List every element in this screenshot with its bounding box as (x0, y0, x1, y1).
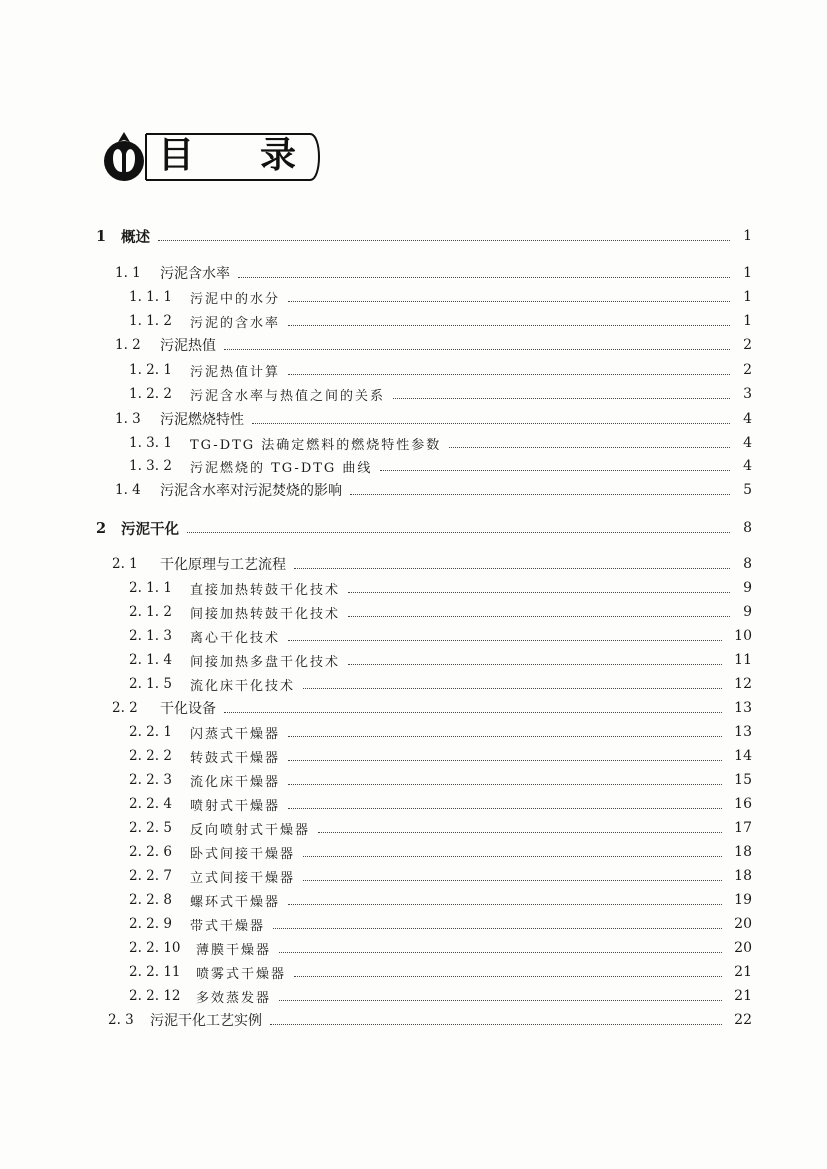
toc-leader-dots (273, 926, 722, 929)
toc-entry-number: 1. 1. 2 (129, 313, 172, 329)
toc-entry-title: TG-DTG 法确定燃料的燃烧特性参数 (190, 437, 442, 453)
toc-leader-dots (303, 854, 722, 857)
toc-entry-number: 2. 2. 7 (129, 868, 172, 884)
toc-entry-page-number: 14 (734, 748, 752, 764)
toc-entry[interactable] (0, 817, 827, 839)
toc-entry-number: 2. 1 (112, 556, 138, 572)
toc-entry-number: 2. 2. 4 (129, 796, 172, 812)
toc-leader-dots (303, 878, 722, 881)
toc-entry[interactable] (0, 745, 827, 767)
toc-entry-title: 带式干燥器 (190, 918, 266, 934)
toc-leader-dots (303, 686, 722, 689)
toc-entry-number: 1. 2. 1 (129, 362, 172, 378)
toc-entry-title: 间接加热多盘干化技术 (190, 654, 341, 670)
toc-entry[interactable] (0, 334, 827, 356)
toc-entry-number: 2. 3 (108, 1012, 134, 1028)
toc-entry-page-number: 1 (743, 313, 752, 329)
toc-entry-number: 1. 3. 2 (129, 458, 172, 474)
toc-entry[interactable] (0, 455, 827, 477)
toc-leader-dots (449, 445, 730, 448)
toc-entry-number: 1. 2 (115, 337, 141, 353)
toc-entry-page-number: 16 (734, 796, 752, 812)
toc-entry-number: 2. 2. 1 (129, 724, 172, 740)
toc-entry-page-number: 19 (734, 892, 752, 908)
toc-leader-dots (279, 998, 722, 1001)
toc-leader-dots (294, 566, 730, 569)
toc-entry-title: 污泥热值计算 (190, 364, 281, 380)
toc-entry-number: 1. 4 (115, 482, 141, 498)
toc-leader-dots (187, 530, 730, 533)
toc-entry-page-number: 11 (734, 652, 752, 668)
toc-leader-dots (279, 950, 722, 953)
toc-title-char-2: 录 (260, 135, 297, 176)
toc-leader-dots (238, 275, 730, 278)
toc-entry-title: 反向喷射式干燥器 (190, 822, 311, 838)
toc-entry[interactable] (0, 577, 827, 599)
toc-entry[interactable] (0, 793, 827, 815)
toc-entry-number: 2. 2. 5 (129, 820, 172, 836)
toc-entry-page-number: 22 (734, 1012, 752, 1028)
toc-entry-number: 2. 2. 6 (129, 844, 172, 860)
toc-entry-number: 2. 2. 11 (129, 964, 181, 980)
toc-entry-page-number: 2 (743, 362, 752, 378)
toc-entry-number: 2. 2. 8 (129, 892, 172, 908)
toc-leader-dots (288, 372, 730, 375)
toc-entry[interactable] (0, 432, 827, 454)
toc-entry[interactable] (0, 310, 827, 332)
toc-entry-page-number: 4 (743, 435, 752, 451)
toc-entry-page-number: 18 (734, 868, 752, 884)
toc-entry-number: 1. 1 (115, 265, 141, 281)
toc-entry-number: 1. 2. 2 (129, 386, 172, 402)
toc-entry[interactable] (0, 601, 827, 623)
toc-leader-dots (294, 974, 722, 977)
toc-entry-title: 流化床干燥器 (190, 774, 281, 790)
toc-entry[interactable] (0, 721, 827, 743)
toc-entry[interactable] (0, 286, 827, 308)
toc-entry-title: 污泥干化 (121, 520, 179, 538)
toc-entry[interactable] (0, 408, 827, 430)
toc-entry-page-number: 13 (734, 724, 752, 740)
toc-leader-dots (224, 710, 722, 713)
toc-entry-page-number: 20 (734, 916, 752, 932)
toc-leader-dots (288, 734, 722, 737)
toc-entry-title: 概述 (121, 228, 150, 246)
toc-leader-dots (288, 782, 722, 785)
toc-leader-dots (224, 347, 730, 350)
toc-entry-page-number: 5 (743, 482, 752, 498)
toc-entry-title: 多效蒸发器 (196, 990, 272, 1006)
toc-entry-number: 2. 2. 12 (129, 988, 181, 1004)
toc-entry-title: 污泥含水率对污泥焚烧的影响 (160, 483, 342, 499)
toc-entry-page-number: 10 (734, 628, 752, 644)
toc-leader-dots (348, 662, 722, 665)
toc-entry[interactable] (0, 937, 827, 959)
toc-entry-title: 污泥含水率与热值之间的关系 (190, 388, 386, 404)
toc-entry-title: 螺环式干燥器 (190, 894, 281, 910)
toc-entry-page-number: 17 (734, 820, 752, 836)
toc-entry-number: 2. 1. 4 (129, 652, 172, 668)
toc-entry-page-number: 18 (734, 844, 752, 860)
toc-entry-page-number: 15 (734, 772, 752, 788)
toc-entry-title: 污泥含水率 (160, 266, 230, 282)
toc-entry-page-number: 20 (734, 940, 752, 956)
toc-entry[interactable] (0, 649, 827, 671)
toc-entry-title: 转鼓式干燥器 (190, 750, 281, 766)
toc-leader-dots (158, 238, 730, 241)
toc-entry-number: 2. 2. 10 (129, 940, 181, 956)
toc-leader-dots (348, 590, 730, 593)
toc-entry-title: 卧式间接干燥器 (190, 846, 296, 862)
toc-entry-title: 间接加热转鼓干化技术 (190, 606, 341, 622)
toc-entry[interactable] (0, 841, 827, 863)
toc-leader-dots (318, 830, 722, 833)
toc-entry-number: 2 (96, 519, 107, 537)
toc-entry[interactable] (0, 553, 827, 575)
toc-entry[interactable] (0, 225, 827, 247)
toc-entry-title: 干化设备 (160, 701, 216, 717)
toc-entry-number: 2. 2. 2 (129, 748, 172, 764)
toc-entry-number: 2. 2 (112, 700, 138, 716)
toc-entry-number: 2. 1. 5 (129, 676, 172, 692)
toc-entry-page-number: 9 (743, 580, 752, 596)
toc-entry-title: 闪蒸式干燥器 (190, 726, 281, 742)
toc-entry[interactable] (0, 985, 827, 1007)
toc-entry-page-number: 1 (743, 228, 752, 244)
toc-entry[interactable] (0, 961, 827, 983)
toc-entry-title: 污泥热值 (160, 338, 216, 354)
toc-entry-number: 2. 1. 3 (129, 628, 172, 644)
toc-entry[interactable] (0, 865, 827, 887)
toc-entry-title: 喷雾式干燥器 (196, 966, 287, 982)
toc-entry[interactable] (0, 479, 827, 501)
toc-entry[interactable] (0, 889, 827, 911)
toc-entry-number: 2. 1. 2 (129, 604, 172, 620)
toc-entry-page-number: 3 (743, 386, 752, 402)
toc-entry[interactable] (0, 625, 827, 647)
toc-entry-title: 污泥燃烧特性 (160, 412, 244, 428)
toc-entry[interactable] (0, 262, 827, 284)
toc-entry[interactable] (0, 517, 827, 539)
toc-entry-page-number: 12 (734, 676, 752, 692)
toc-leader-dots (270, 1022, 722, 1025)
toc-entry-title: 污泥干化工艺实例 (150, 1013, 262, 1029)
toc-entry-number: 1. 3 (115, 411, 141, 427)
toc-entry-title: 立式间接干燥器 (190, 870, 296, 886)
toc-leader-dots (288, 902, 722, 905)
toc-entry-page-number: 1 (743, 265, 752, 281)
toc-entry-number: 2. 2. 3 (129, 772, 172, 788)
toc-entry-title: 污泥的含水率 (190, 315, 281, 331)
toc-entry-number: 2. 1. 1 (129, 580, 172, 596)
toc-entry-title: 离心干化技术 (190, 630, 281, 646)
toc-entry-page-number: 21 (734, 964, 752, 980)
toc-entry-page-number: 9 (743, 604, 752, 620)
toc-entry[interactable] (0, 673, 827, 695)
toc-title-char-1: 目 (158, 135, 195, 176)
toc-leader-dots (288, 299, 730, 302)
toc-entry[interactable] (0, 359, 827, 381)
toc-leader-dots (288, 638, 722, 641)
toc-entry-title: 薄膜干燥器 (196, 942, 272, 958)
toc-entry[interactable] (0, 769, 827, 791)
toc-entry-page-number: 4 (743, 411, 752, 427)
toc-leader-dots (252, 421, 730, 424)
toc-entry-title: 直接加热转鼓干化技术 (190, 582, 341, 598)
toc-entry-page-number: 21 (734, 988, 752, 1004)
toc-entry[interactable] (0, 383, 827, 405)
toc-entry[interactable] (0, 697, 827, 719)
toc-entry-page-number: 8 (743, 520, 752, 536)
toc-entry[interactable] (0, 1009, 827, 1031)
toc-entry-page-number: 8 (743, 556, 752, 572)
toc-entry-title: 流化床干化技术 (190, 678, 296, 694)
toc-entry-number: 1. 3. 1 (129, 435, 172, 451)
toc-leader-dots (393, 396, 730, 399)
toc-leader-dots (288, 758, 722, 761)
toc-entry-title: 污泥燃烧的 TG-DTG 曲线 (190, 460, 373, 476)
toc-entry[interactable] (0, 913, 827, 935)
toc-entry-page-number: 4 (743, 458, 752, 474)
toc-entry-page-number: 1 (743, 289, 752, 305)
toc-leader-dots (288, 323, 730, 326)
toc-leader-dots (380, 468, 730, 471)
toc-entry-title: 喷射式干燥器 (190, 798, 281, 814)
toc-entry-number: 1. 1. 1 (129, 289, 172, 305)
toc-entry-page-number: 2 (743, 337, 752, 353)
toc-entry-number: 1 (96, 227, 107, 245)
toc-entry-page-number: 13 (734, 700, 752, 716)
toc-leader-dots (288, 806, 722, 809)
toc-leader-dots (350, 492, 730, 495)
toc-entry-number: 2. 2. 9 (129, 916, 172, 932)
toc-entry-title: 污泥中的水分 (190, 291, 281, 307)
toc-entry-title: 干化原理与工艺流程 (160, 557, 286, 573)
toc-leader-dots (348, 614, 730, 617)
